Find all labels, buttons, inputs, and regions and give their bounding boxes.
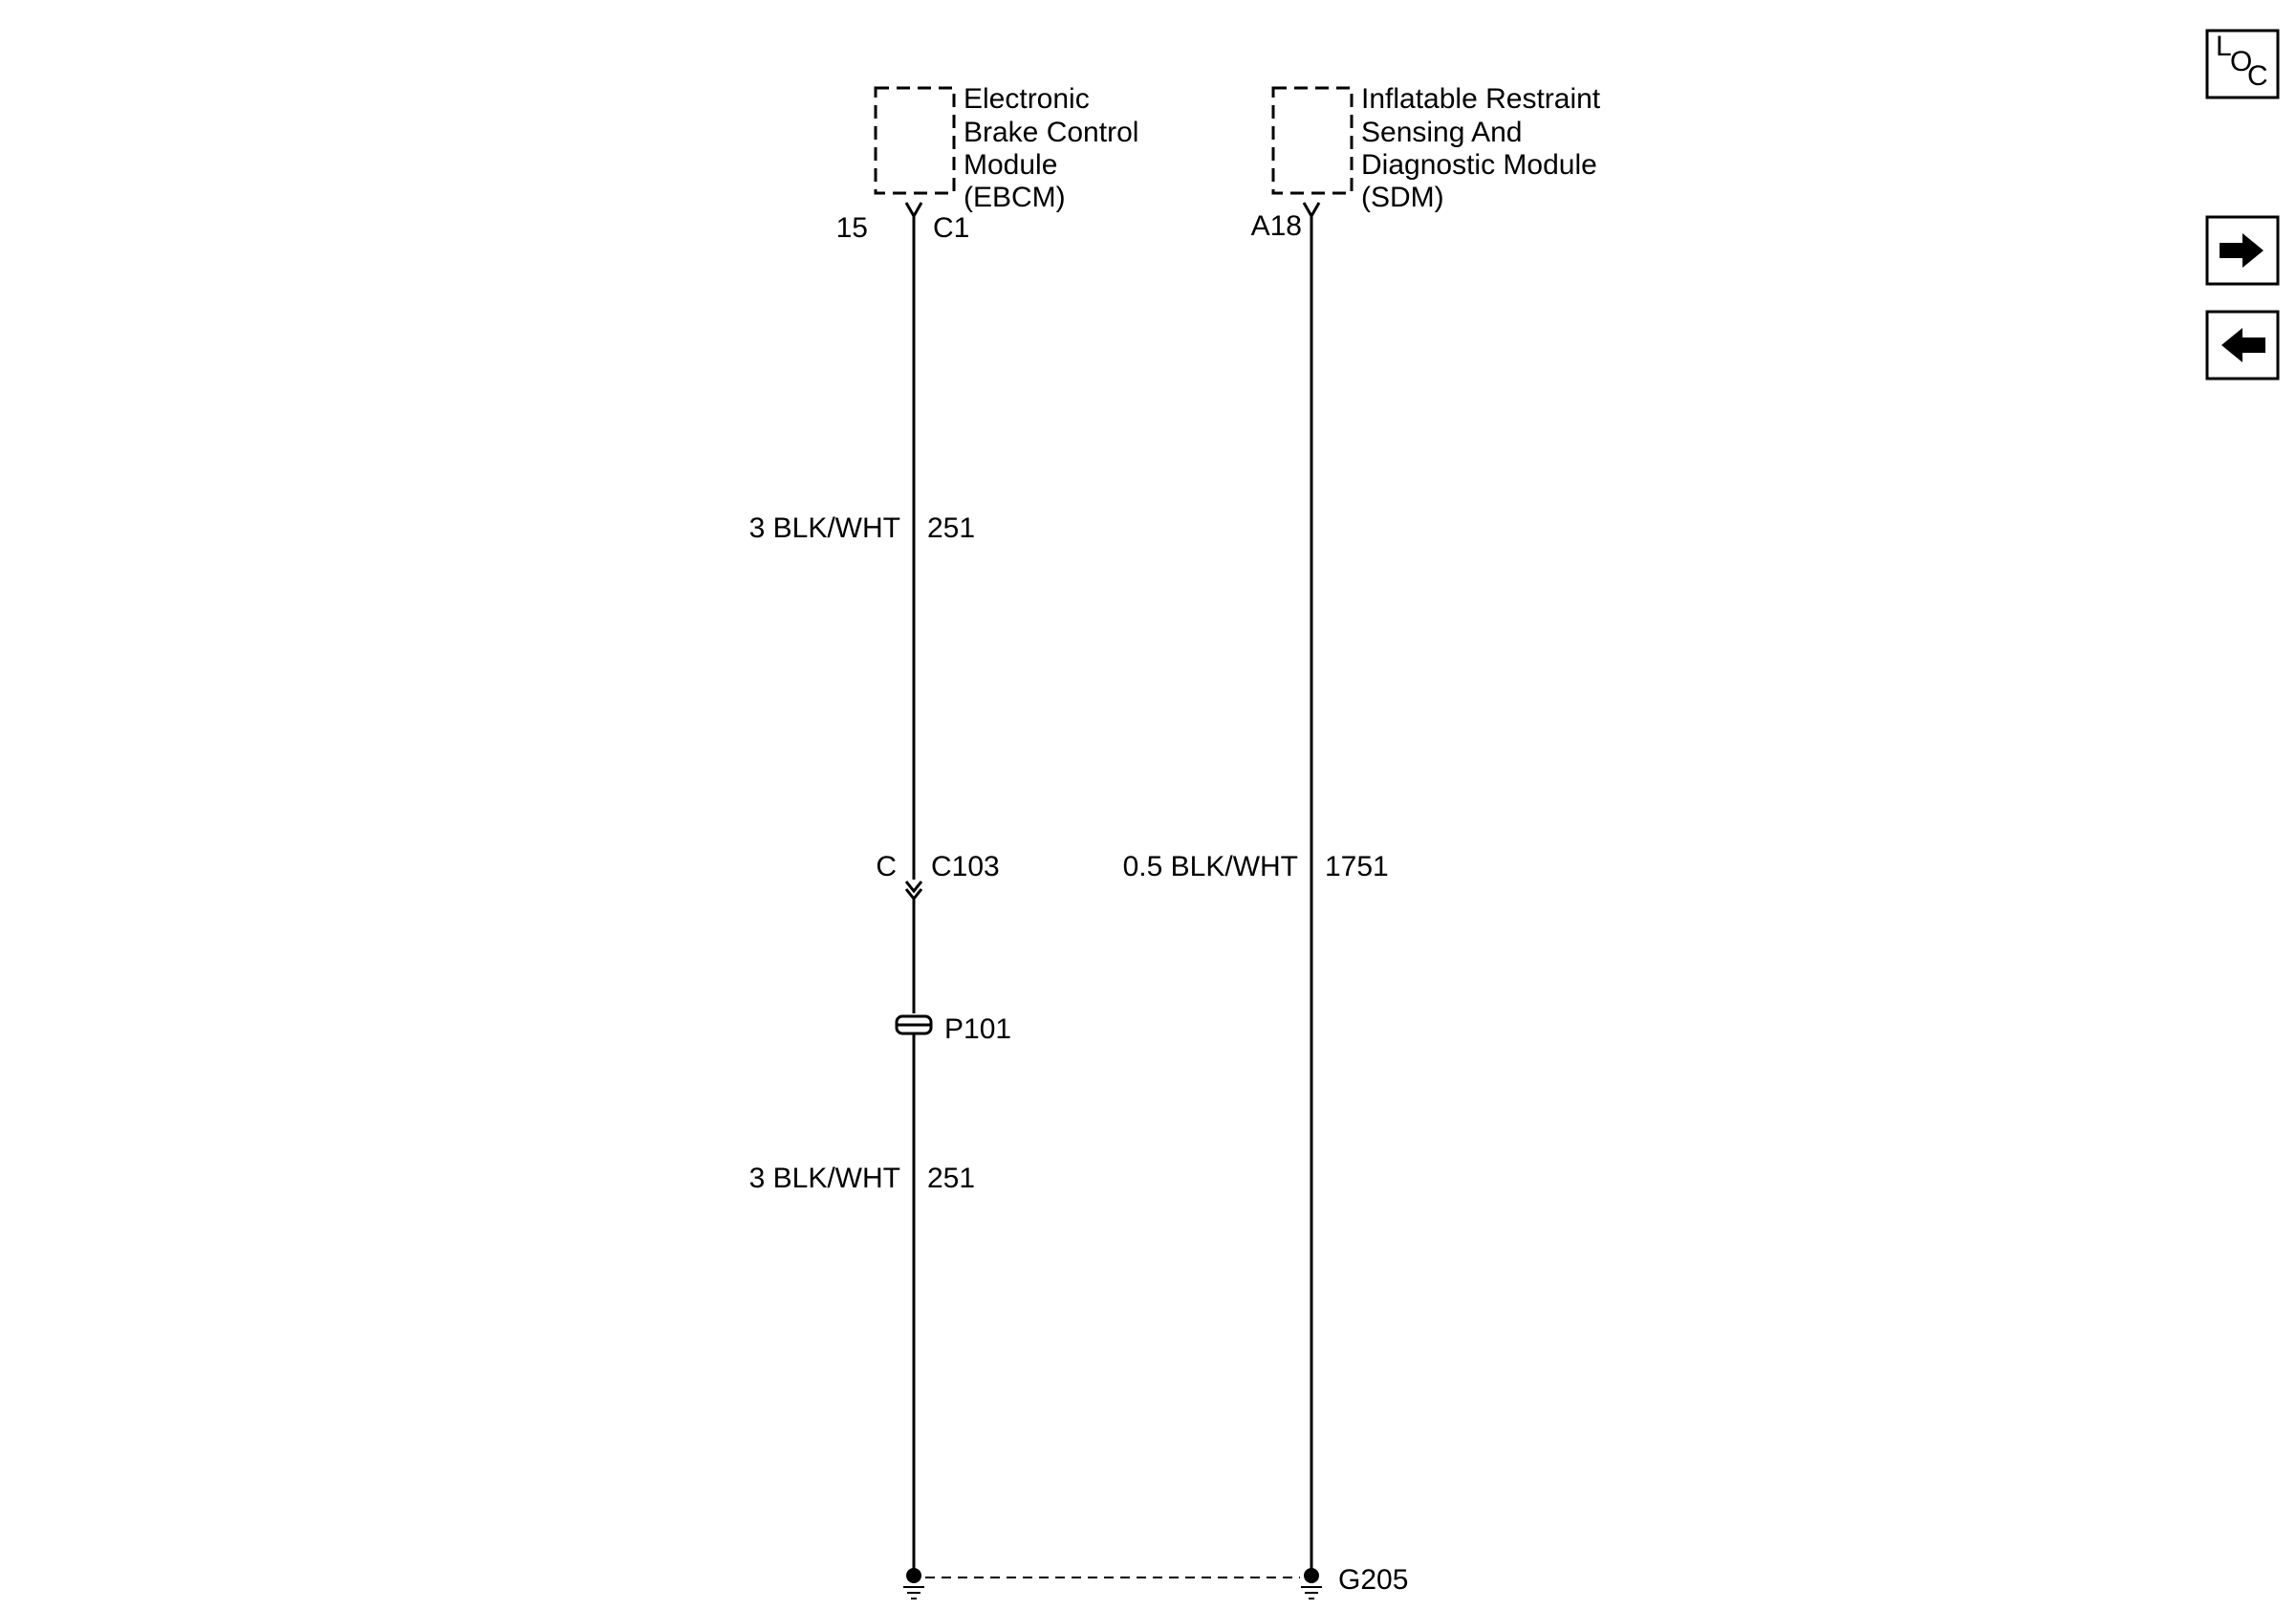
sdm-wire xyxy=(1123,216,1389,1572)
inline-connector-icon xyxy=(906,881,921,899)
sdm-module-box xyxy=(1273,88,1352,193)
ebcm-module xyxy=(836,83,1139,244)
sdm-terminal-icon xyxy=(1304,203,1319,216)
ground-name: G205 xyxy=(1338,1564,1409,1596)
ebcm-lower-circuit-number: 251 xyxy=(927,1163,976,1194)
sdm-module xyxy=(1251,83,1601,242)
prev-page-button[interactable] xyxy=(2207,312,2278,379)
sdm-name-line-2: Sensing And xyxy=(1361,117,1523,148)
next-page-button[interactable] xyxy=(2207,217,2278,284)
ebcm-terminal-icon xyxy=(906,203,921,216)
ebcm-module-box xyxy=(876,88,954,193)
splice-pack-name: P101 xyxy=(944,1013,1012,1045)
loc-button[interactable] xyxy=(2207,31,2278,98)
splice-pack-icon xyxy=(897,1016,931,1033)
ground-icon xyxy=(1301,1568,1322,1599)
ground-g205 xyxy=(903,1564,1408,1599)
sdm-wire-label: 0.5 BLK/WHT xyxy=(1122,851,1298,882)
sdm-name-line-1: Inflatable Restraint xyxy=(1361,83,1601,115)
ground-icon xyxy=(903,1568,924,1599)
svg-text:C: C xyxy=(2247,60,2268,92)
ebcm-name-line-4: (EBCM) xyxy=(964,182,1066,213)
svg-text:L: L xyxy=(2216,31,2232,62)
ebcm-name-line-2: Brake Control xyxy=(964,117,1139,148)
ebcm-name-line-1: Electronic xyxy=(964,83,1090,115)
inline-connector-pin: C xyxy=(876,851,897,882)
sdm-name-line-3: Diagnostic Module xyxy=(1361,149,1597,181)
ebcm-wire xyxy=(749,216,1011,1572)
ebcm-connector-label: C1 xyxy=(933,212,970,244)
ebcm-upper-circuit-number: 251 xyxy=(927,512,976,544)
ebcm-name-line-3: Module xyxy=(964,149,1058,181)
ebcm-lower-wire-label: 3 BLK/WHT xyxy=(748,1163,900,1194)
ebcm-pin-label: 15 xyxy=(835,212,868,244)
svg-text:O: O xyxy=(2230,46,2253,77)
sdm-name-line-4: (SDM) xyxy=(1361,182,1444,213)
inline-connector-name: C103 xyxy=(931,851,1000,882)
sdm-circuit-number: 1751 xyxy=(1325,851,1389,882)
sdm-pin-label: A18 xyxy=(1250,210,1302,242)
ebcm-upper-wire-label: 3 BLK/WHT xyxy=(748,512,900,544)
